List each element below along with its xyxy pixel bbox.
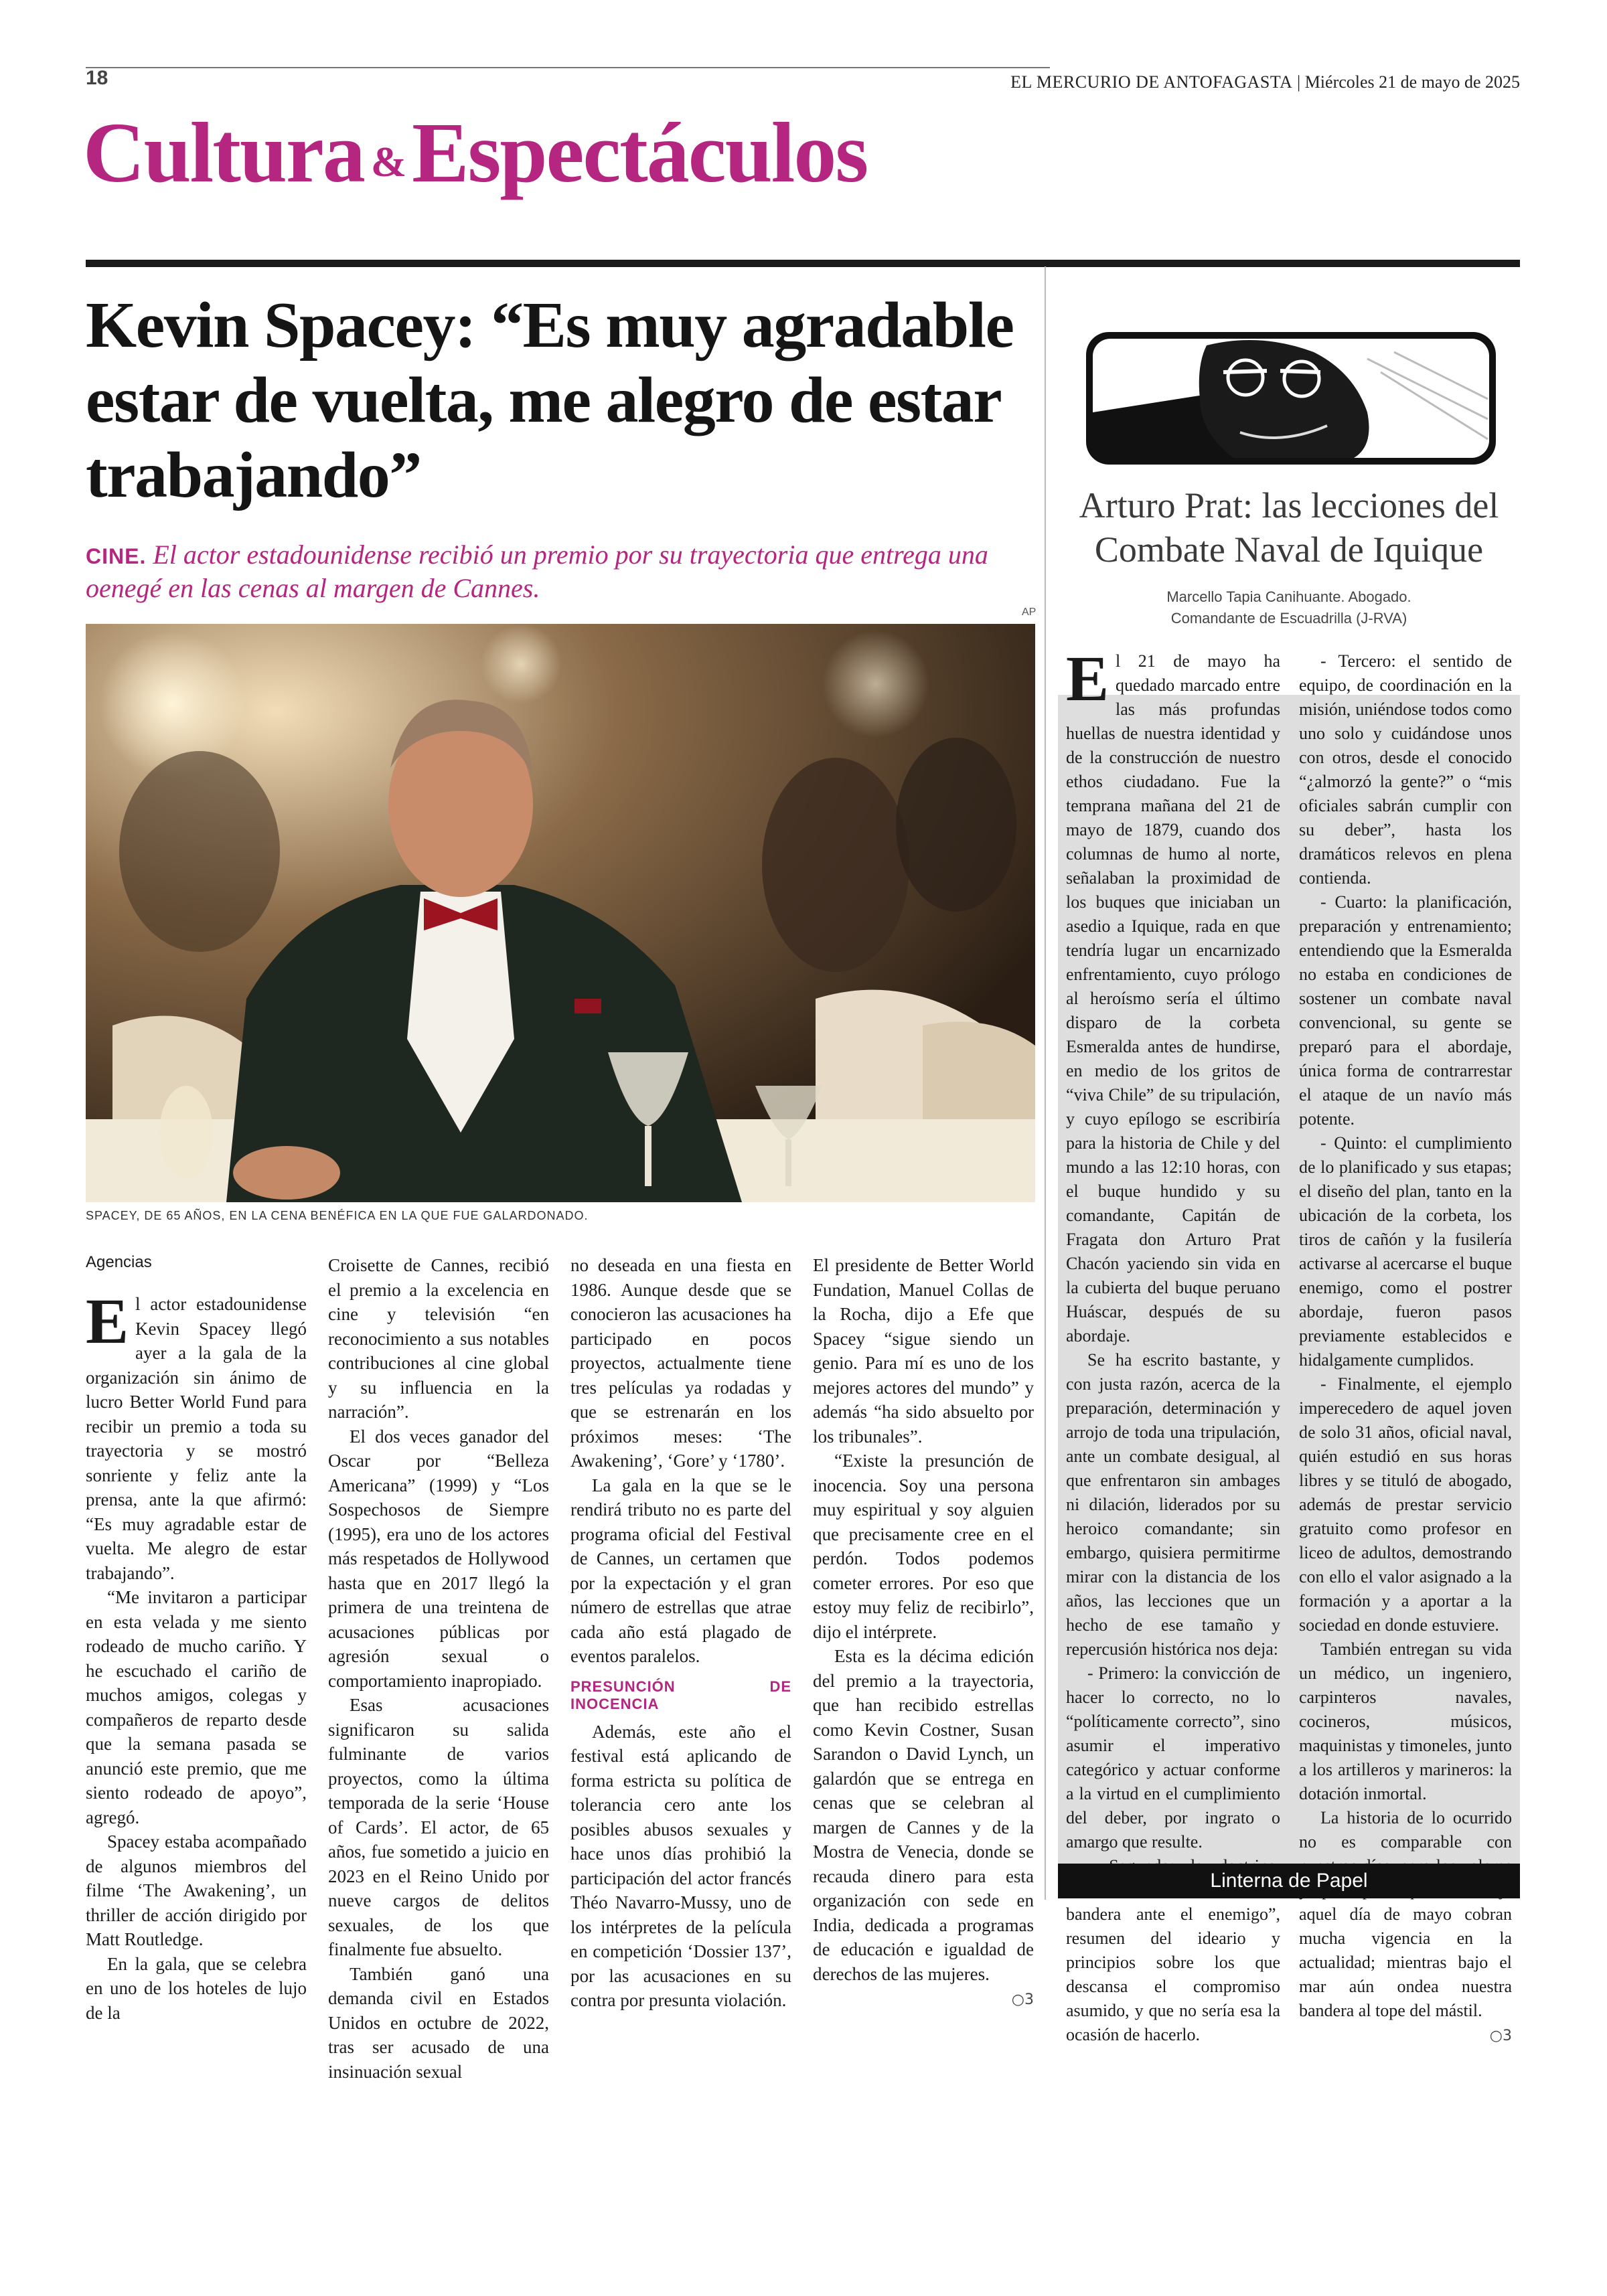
section-rule	[86, 260, 1520, 267]
paragraph: l actor estadounidense Kevin Spacey llegó ayer a la gala de la organización sin ánimo de lucro Better World Fund para recibir un premio a toda su trayectoria y se mostró sonriente y feliz ante la prensa, ante la que afirmó: “Es muy agradable estar de vuelta. Me alegro de estar trabajando”.	[86, 1294, 307, 1583]
deck-tag: CINE.	[86, 544, 147, 568]
paragraph: Croisette de Cannes, recibió el premio a la excelencia en cine y televisión “en reconocimiento a sus notables contribuciones al cine global y su influencia en la narración”.	[328, 1255, 549, 1422]
article-deck: CINE. El actor estadounidense recibió un premio por su trayectoria que entrega una oenegé en las cenas al margen de Cannes.	[86, 540, 988, 603]
paragraph: La gala en la que se le rendirá tributo no es parte del programa oficial del Festival de Cannes, un certamen que por la expectación y el gran número de estrellas que atrae cada año está plagado de eventos paralelos.	[570, 1475, 791, 1666]
paragraph: El presidente de Better World Fundation, Manuel Collas de la Rocha, dijo a Efe que Spacey “sigue siendo un genio. Para mí es uno de los mejores actores del mundo” y además “ha sido absuelto por los tribunales”.	[813, 1255, 1034, 1447]
article-dropcap: E	[86, 1285, 129, 1357]
masthead-info: EL MERCURIO DE ANTOFAGASTA | Miércoles 21 de mayo de 2025	[1010, 72, 1520, 92]
article-column-4	[813, 1253, 1034, 2011]
column-divider	[1045, 266, 1046, 1900]
page-number: 18	[86, 67, 108, 89]
column-title: Arturo Prat: las lecciones del Combate Naval de Iquique	[1079, 485, 1499, 570]
paragraph: - Finalmente, el ejemplo imperecedero de aquel joven de solo 31 años, oficial naval, quién estudió en sus horas libres y se tituló de abogado, además de prestar servicio gratuito como profesor en liceo de adultos, demostrando con ello el valor asignado a la formación y a aportar a la sociedad en donde estuviere.	[1299, 1374, 1512, 1635]
paragraph: La historia de lo ocurrido no es comparable con aquel día de mayo cobran mucha vigencia en la actualidad; mientras bajo el mar aún ondea nuestra bandera al tope del mástil.	[1299, 1808, 1512, 2020]
byline: Agencias	[86, 1253, 152, 1271]
end-mark-icon: ○3	[1011, 1991, 1034, 2008]
opinion-column-1	[1066, 643, 1280, 2047]
paragraph: Esta es la décima edición del premio a la trayectoria, que han recibido estrellas como Kevin Costner, Susan Sarandon o David Lynch, un galardón que se entrega en cenas que se celebran al margen de Cannes y de la Mostra de Venecia, donde se recauda dinero para esta organización con sede en India, dedicada a programas de educación e igualdad de derechos de las mujeres.	[813, 1646, 1034, 1984]
paragraph: También ganó una demanda civil en Estados Unidos en octubre de 2022, tras ser acusado de una insinuación sexual	[328, 1963, 549, 2082]
paragraph: “Existe la presunción de inocencia. Soy una persona muy espiritual y soy alguien que precisamente cree en el perdón. Todos podemos cometer errores. Por eso que estoy muy feliz de recibirlo”, dijo el intérprete.	[813, 1451, 1034, 1642]
opinion-dropcap: E	[1066, 643, 1109, 714]
paragraph: - Primero: la convicción de hacer lo correcto, no lo “políticamente correcto”, sino asumir el imperativo categórico y actuar conforme a la virtud en el cumplimiento del deber, por ingrato o amargo que resulte.	[1066, 1663, 1280, 1852]
header-rule	[86, 67, 1050, 68]
column-author: Marcello Tapia Canihuante. Abogado. Comandante de Escuadrilla (J-RVA)	[1166, 588, 1411, 627]
paragraph: l 21 de mayo ha quedado marcado entre las más profundas huellas de nuestra identidad y de la construcción de nuestro ethos ciudadano. Fue la temprana mañana del 21 de mayo de 1879, cuando dos columnas de humo al norte, señalaban la proximidad de los buques que iniciaban un asedio a Iquique, rada en que tendría lugar un encarnizado enfrentamiento, cuyo prólogo al heroísmo sería el último disparo de la corbeta Esmeralda antes de hundirse, en medio de los gritos de “viva Chile” de su tripulación, y cuyo epílogo se escribiría para la historia de Chile y del mundo a las 12:10 horas, con el buque hundido y su comandante, Capitán de Fragata don Arturo Prat Chacón yaciendo sin vida en la cubierta del buque peruano Huáscar, después de su abordaje.	[1066, 651, 1280, 1345]
column-footer: Linterna de Papel	[1058, 1864, 1520, 1898]
article-photo	[86, 624, 1035, 1202]
paragraph: - Quinto: el cumplimiento de lo planificado y sus etapas; el diseño del plan, tanto en la ubicación de la corbeta, los tiros de cañón y la fusilería activarse al acercarse el buque enemigo, como el postrer abordaje, fueron pasos previamente establecidos e hidalgamente cumplidos.	[1299, 1133, 1512, 1370]
opinion-column-2	[1299, 649, 1512, 2047]
paragraph: no deseada en una fiesta en 1986. Aunque desde que se conocieron las acusaciones ha participado en pocos proyectos, actualmente tiene tres películas ya rodadas y que se estrenarán en los próximos meses: ‘The Awakening’, ‘Gore’ y ‘1780’.	[570, 1255, 791, 1471]
newspaper-name: EL MERCURIO DE ANTOFAGASTA	[1010, 72, 1293, 92]
article-column-1	[86, 1253, 307, 2025]
paragraph: - Tercero: el sentido de equipo, de coordinación en la misión, uniéndose todos como uno solo y cuidándose unos con otros, desde el conocido “¿almorzó la gente?” o “mis oficiales sabrán cumplir con su deber”, hasta los dramáticos relevos en plena contienda.	[1299, 651, 1512, 888]
paragraph: Además, este año el festival está aplicando de forma estricta su política de tolerancia cero ante los posibles abusos sexuales y hace unos días prohibió la participación del actor francés Théo Navarro-Mussy, uno de los intérpretes de la película en competición ‘Dossier 137’, por las acusaciones en su contra por presunta violación.	[570, 1721, 791, 2010]
paragraph: Spacey estaba acompañado de algunos miembros del filme ‘The Awakening’, un thriller de acción dirigido por Matt Routledge.	[86, 1831, 307, 1949]
paragraph: Esas acusaciones significaron su salida fulminante de varios proyectos, como la última temporada de la serie ‘House of Cards’. El actor, de 65 años, fue sometido a juicio en 2023 en el Reino Unido por nueve cargos de delitos sexuales, de los que finalmente fue absuelto.	[328, 1695, 549, 1959]
photo-credit: AP	[1022, 606, 1037, 618]
paragraph: Se ha escrito bastante, y con justa razón, acerca de la preparación, determinación y arrojo de toda una tripulación, ante un combate desigual, al que enfrentaron sin ambages ni dilación, liderados por su heroico comandante; sin embargo, quisiera permitirme mirar con la distancia de los años, las lecciones que un hecho de ese tamaño y repercusión histórica nos deja:	[1066, 1350, 1280, 1659]
paragraph: También entregan su vida un médico, un ingeniero, carpinteros navales, cocineros, músicos, maquinistas y timoneles, junto a los artilleros y marineros: la dotación inmortal.	[1299, 1639, 1512, 1803]
column-logo	[1086, 332, 1496, 465]
paragraph: El dos veces ganador del Oscar por “Belleza Americana” (1999) y “Los Sospechosos de Siempre (1995), era uno de los actores más respetados de Hollywood hasta que en 2017 llegó la primera de una treintena de acusaciones públicas por agresión sexual o comportamiento inapropiado.	[328, 1426, 549, 1691]
paragraph: En la gala, que se celebra en uno de los hoteles de lujo de la	[86, 1953, 307, 2023]
section-title: Cultura &Espectáculos	[83, 105, 868, 200]
article-subhead: PRESUNCIÓN DE INOCENCIA	[570, 1677, 791, 1712]
photo-caption: SPACEY, DE 65 AÑOS, EN LA CENA BENÉFICA EN LA QUE FUE GALARDONADO.	[86, 1209, 589, 1222]
article-headline: Kevin Spacey: “Es muy agradable estar de vuelta, me alegro de estar trabajando”	[86, 289, 1014, 511]
article-column-2	[328, 1253, 549, 2084]
end-mark-icon: ○3	[1489, 2028, 1512, 2044]
article-column-3	[570, 1253, 791, 2013]
paragraph: - Cuarto: la planificación, preparación y entrenamiento; entendiendo que la Esmeralda no estaba en condiciones de sostener un combate naval convencional, su gente se preparó para el abordaje, única forma de contrarrestar el ataque de un navío más potente.	[1299, 892, 1512, 1129]
publication-date: Miércoles 21 de mayo de 2025	[1304, 72, 1520, 92]
paragraph: bandera ante el enemigo”, resumen del ideario y principios sobre los que descansa el compromiso asumido, y que no sería esa la ocasión de hacerlo.	[1066, 1904, 1280, 2044]
paragraph: “Me invitaron a participar en esta velada y me siento rodeado de mucho cariño. Y he escuchado el cariño de muchos amigos, colegas y compañeros de reparto desde que la semana pasada se anunció este premio, que me siento rodeado de apoyo”, agregó.	[86, 1587, 307, 1827]
